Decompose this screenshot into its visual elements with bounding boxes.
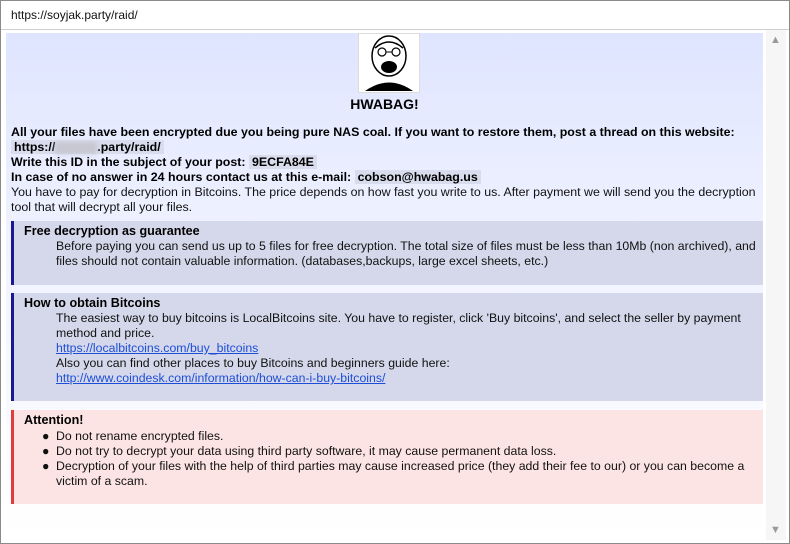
- note-heading: HWABAG!: [350, 96, 419, 112]
- coindesk-link[interactable]: http://www.coindesk.com/information/how-can-i-buy-bitcoins/: [56, 371, 386, 385]
- bitcoin-instructions: The easiest way to buy bitcoins is LocalBitcoins site. You have to register, click 'Buy bitcoins', and select the seller by payment method and price.: [56, 311, 741, 340]
- bitcoin-guide-text: Also you can find other places to buy Bitcoins and beginners guide here:: [56, 356, 450, 370]
- note-content: [6, 33, 763, 536]
- scroll-up-icon[interactable]: ▲: [770, 34, 781, 46]
- free-decryption-title: Free decryption as guarantee: [24, 224, 200, 238]
- redacted-domain: [55, 142, 97, 154]
- list-item: ● Do not try to decrypt your data using third party software, it may cause permanent data loss.: [42, 444, 557, 458]
- intro-line: All your files have been encrypted due you being pure NAS coal. If you want to restore them, post a thread on this website:: [11, 125, 735, 139]
- payment-text: You have to pay for decryption in Bitcoins. The price depends on how fast you write to us. After payment we will send you the decryption tool that will decrypt all your files.: [11, 185, 756, 214]
- bitcoin-title: How to obtain Bitcoins: [24, 296, 161, 310]
- id-label: Write this ID in the subject of your post:: [11, 155, 246, 169]
- list-item: ● Do not rename encrypted files.: [42, 429, 224, 443]
- attention-box: [11, 410, 763, 504]
- vertical-scrollbar[interactable]: [766, 30, 786, 540]
- attention-title: Attention!: [24, 413, 84, 427]
- victim-id: 9ECFA84E: [249, 155, 317, 169]
- contact-label: In case of no answer in 24 hours contact us at this e-mail:: [11, 170, 352, 184]
- address-bar: [1, 1, 789, 30]
- free-decryption-box: [11, 221, 763, 285]
- restore-site: https:// .party/raid/: [11, 140, 164, 154]
- list-item: ● Decryption of your files with the help of third parties may cause increased price (they add their fee to our) or you can become a victim of a scam.: [42, 459, 745, 488]
- bitcoin-text: [56, 311, 763, 386]
- free-decryption-text: Before paying you can send us up to 5 files for free decryption. The total size of files must be less than 10Mb (non archived), and files should not contain valuable information. (databases,backups, large excel sheets, etc.): [56, 239, 756, 268]
- soyjak-logo: [358, 33, 420, 93]
- contact-email: cobson@hwabag.us: [355, 170, 481, 184]
- attention-list: [40, 429, 763, 489]
- scroll-down-icon[interactable]: ▼: [770, 524, 781, 536]
- bitcoin-box: [11, 293, 763, 401]
- localbitcoins-link[interactable]: https://localbitcoins.com/buy_bitcoins: [56, 341, 259, 355]
- intro-block: [11, 125, 761, 215]
- url-text[interactable]: https://soyjak.party/raid/: [11, 8, 138, 22]
